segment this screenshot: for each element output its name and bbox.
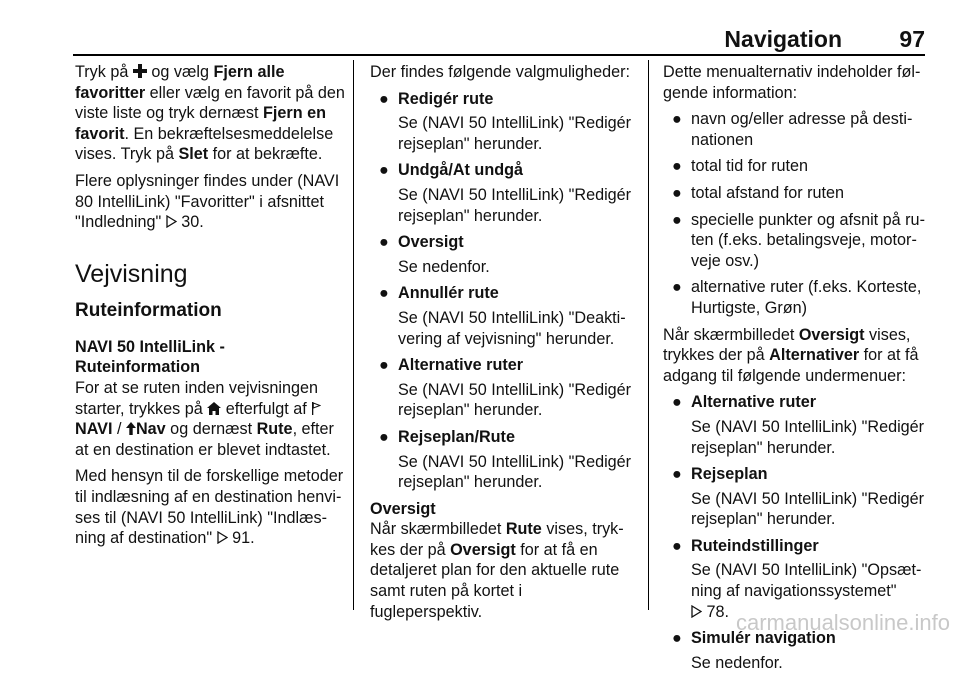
list-item: ● specielle punkter og afsnit på ruten (f.eks. betalingsveje, motorveje osv.) — [672, 210, 925, 270]
bullet: ● — [672, 110, 682, 129]
watermark: carmanualsonline.info — [735, 610, 950, 635]
list-item — [370, 427, 638, 493]
option-title: Alternative ruter — [398, 356, 524, 375]
submenu-description: Se (NAVI 50 IntelliLink) "Redigér rejseplan" herunder. — [691, 417, 925, 457]
home-icon — [207, 399, 221, 420]
paragraph-oversigt: Når skærmbilledet Rute vises, trykkes der på Oversigt for at få en detaljeret plan for den aktuelle rute samt ruten på kortet i fugleperspektiv. — [370, 520, 624, 621]
heading-ruteinformation: Ruteinformation — [75, 299, 222, 321]
header-rule — [73, 54, 925, 56]
bullet: ● — [379, 284, 389, 303]
list-item — [663, 392, 935, 458]
submenu-title: Simulér navigation — [691, 629, 836, 648]
column-divider — [353, 60, 354, 610]
submenu-title: Rejseplan — [691, 465, 768, 484]
plus-icon — [133, 62, 147, 83]
paragraph-more-info: Flere oplysninger findes under (NAVI 80 IntelliLink) "Favoritter" i afsnittet "Indledning" 30. — [75, 171, 340, 232]
submenu-description: Se (NAVI 50 IntelliLink) "Opsætning af navigationssystemet" 78. — [691, 561, 922, 621]
page-number: 97 — [899, 26, 925, 52]
bullet: ● — [672, 629, 682, 648]
bullet: ● — [672, 278, 682, 297]
option-description: Se (NAVI 50 IntelliLink) "Deaktivering af vejvisning" herunder. — [398, 308, 626, 348]
heading-vejvisning: Vejvisning — [75, 259, 188, 288]
page-reference-icon — [217, 528, 228, 549]
list-item: ● alternative ruter (f.eks. Korteste, Hurtigste, Grøn) — [672, 278, 922, 317]
column-2 — [370, 62, 638, 628]
column-1 — [75, 62, 345, 555]
list-item: ● total tid for ruten — [672, 157, 808, 176]
arrow-up-icon — [126, 419, 136, 440]
bullet: ● — [379, 233, 389, 252]
list-item — [370, 160, 638, 226]
list-item: ● total afstand for ruten — [672, 183, 844, 202]
bullet: ● — [672, 536, 682, 555]
list-item — [370, 232, 638, 277]
subheading-navi50: NAVI 50 IntelliLink - Ruteinformation — [75, 337, 225, 377]
column-3 — [663, 62, 935, 679]
option-description: Se (NAVI 50 IntelliLink) "Redigér rejseplan" herunder. — [398, 114, 632, 153]
bullet: ● — [379, 427, 389, 446]
bullet: ● — [379, 89, 389, 108]
list-item: ● navn og/eller adresse på destinationen — [672, 110, 913, 149]
bullet: ● — [672, 393, 682, 412]
option-description: Se (NAVI 50 IntelliLink) "Redigér rejseplan" herunder. — [398, 380, 632, 420]
paragraph-methods: Med hensyn til de forskellige metoder til indlæsning af en destination henvises til (NAVI 50 IntelliLink) "Indlæsning af destination" 91. — [75, 467, 344, 548]
option-description: Se (NAVI 50 IntelliLink) "Redigér rejseplan" herunder. — [398, 185, 632, 225]
option-title: Rejseplan/Rute — [398, 427, 515, 446]
paragraph-alternativer: Når skærmbilledet Oversigt vises, trykkes der på Alternativer for at få adgang til følgende undermenuer: — [663, 325, 919, 385]
paragraph-show-route: For at se ruten inden vejvisningen starter, trykkes på efterfulgt af NAVI / Nav og dernæst Rute, efter at en destination er blevet indtastet. — [75, 378, 334, 459]
submenu-description: Se (NAVI 50 IntelliLink) "Redigér rejseplan" herunder. — [691, 489, 925, 529]
paragraph-remove-favorites: Tryk på og vælg Fjern alle favoritter eller vælg en favorit på den viste liste og tryk dernæst Fjern en favorit. En bekræftelsesmeddelelse vises. Tryk på Slet for at bekræfte. — [75, 63, 345, 164]
list-item — [370, 283, 638, 349]
column-divider — [648, 60, 649, 610]
option-title: Redigér rute — [398, 89, 494, 108]
page-reference-icon — [691, 602, 702, 623]
page-reference-icon — [166, 212, 177, 233]
page-header — [0, 0, 960, 60]
section-title: Navigation — [724, 26, 842, 52]
info-intro: Dette menualternativ indeholder følgende information: — [663, 63, 921, 102]
bullet: ● — [379, 161, 389, 180]
option-description: Se (NAVI 50 IntelliLink) "Redigér rejseplan" herunder. — [398, 452, 632, 492]
option-description: Se nedenfor. — [398, 257, 490, 276]
list-item — [370, 89, 638, 155]
list-item — [370, 355, 638, 421]
submenu-description: Se nedenfor. — [691, 653, 783, 672]
bullet: ● — [672, 210, 682, 229]
flag-icon — [311, 399, 321, 420]
bullet: ● — [672, 157, 682, 176]
bullet: ● — [672, 183, 682, 202]
option-title: Undgå/At undgå — [398, 161, 523, 180]
submenu-title: Alternative ruter — [691, 393, 817, 412]
submenu-title: Ruteindstillinger — [691, 536, 819, 555]
list-item — [663, 464, 935, 530]
subheading-oversigt: Oversigt — [370, 499, 436, 518]
options-intro: Der findes følgende valgmuligheder: — [370, 63, 631, 81]
option-title: Oversigt — [398, 233, 464, 252]
option-title: Annullér rute — [398, 284, 499, 303]
bullet: ● — [379, 356, 389, 375]
bullet: ● — [672, 465, 682, 484]
